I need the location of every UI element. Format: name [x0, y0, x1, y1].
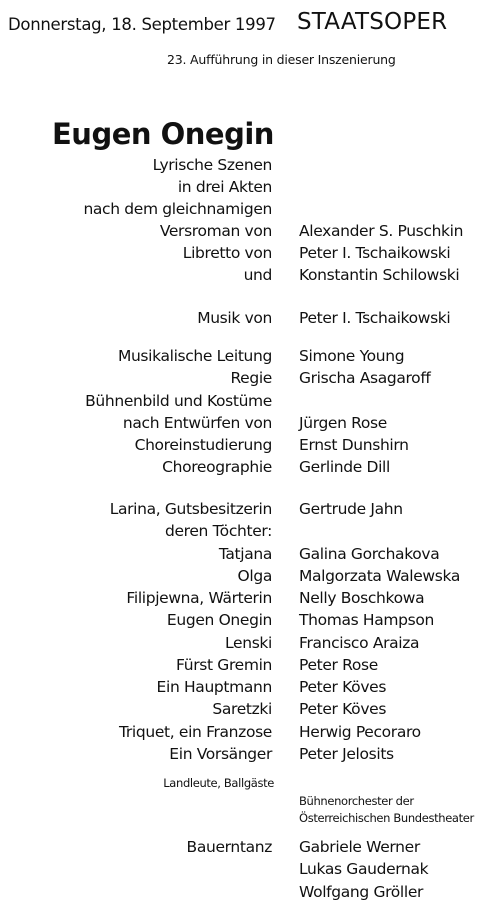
role-name: Tatjana — [218, 545, 272, 563]
credit-label: nach dem gleichnamigen — [83, 200, 272, 218]
cast-row — [0, 545, 500, 567]
credit-row — [0, 156, 500, 178]
work-title: Eugen Onegin — [52, 117, 274, 151]
credit-label: Versroman von — [159, 222, 272, 240]
cast-row — [0, 500, 500, 522]
credit-label: Musik von — [197, 309, 272, 327]
credit-row — [0, 347, 500, 369]
credit-row — [0, 436, 500, 458]
cast-row — [0, 611, 500, 633]
credit-label: Regie — [230, 369, 272, 387]
credit-label: Musikalische Leitung — [117, 347, 272, 365]
credit-value: Peter I. Tschaikowski — [299, 309, 451, 327]
dance-row — [0, 838, 500, 860]
performer-name: Malgorzata Walewska — [299, 567, 460, 585]
role-name: deren Töchter: — [165, 522, 272, 540]
credit-row — [0, 266, 500, 288]
role-name: Olga — [237, 567, 272, 585]
credit-row — [0, 309, 500, 331]
role-name: Lenski — [225, 634, 272, 652]
credit-row — [0, 244, 500, 266]
role-name: Larina, Gutsbesitzerin — [109, 500, 272, 518]
credit-value: Simone Young — [299, 347, 405, 365]
credit-value: Grischa Asagaroff — [299, 369, 431, 387]
performer-name: Galina Gorchakova — [299, 545, 440, 563]
cast-row — [0, 634, 500, 656]
performer-name: Peter Köves — [299, 678, 387, 696]
performer-name: Peter Köves — [299, 700, 387, 718]
dancer-name: Wolfgang Gröller — [299, 883, 424, 901]
credit-label: Choreographie — [162, 458, 272, 476]
role-name: Filipjewna, Wärterin — [126, 589, 272, 607]
performer-name: Thomas Hampson — [299, 611, 434, 629]
credit-label: Lyrische Szenen — [152, 156, 272, 174]
cast-row — [0, 678, 500, 700]
credit-label: in drei Akten — [177, 178, 272, 196]
credit-value: Peter I. Tschaikowski — [299, 244, 451, 262]
role-name: Ein Vorsänger — [169, 745, 272, 763]
performer-name: Peter Rose — [299, 656, 378, 674]
credit-row — [0, 369, 500, 391]
performer-name: Francisco Araiza — [299, 634, 420, 652]
cast-row — [0, 589, 500, 611]
role-name: Eugen Onegin — [166, 611, 272, 629]
performer-name: Nelly Boschkowa — [299, 589, 425, 607]
credit-row — [0, 178, 500, 200]
credit-row — [0, 458, 500, 480]
performance-date: Donnerstag, 18. September 1997 — [8, 15, 276, 34]
credit-label: Libretto von — [182, 244, 272, 262]
credit-row — [0, 200, 500, 222]
credit-row — [0, 414, 500, 436]
credit-label: nach Entwürfen von — [122, 414, 272, 432]
credit-value: Alexander S. Puschkin — [299, 222, 464, 240]
credit-value: Gerlinde Dill — [299, 458, 390, 476]
performer-name: Peter Jelosits — [299, 745, 394, 763]
cast-row — [0, 656, 500, 678]
credit-label: Choreinstudierung — [134, 436, 272, 454]
performer-name: Gertrude Jahn — [299, 500, 403, 518]
dancer-name: Lukas Gaudernak — [299, 860, 429, 878]
cast-row — [0, 745, 500, 767]
credit-value: Jürgen Rose — [299, 414, 387, 432]
credit-value: Ernst Dunshirn — [299, 436, 409, 454]
credit-row — [0, 222, 500, 244]
orchestra-name: Bühnenorchester der Österreichischen Bundestheater — [299, 794, 474, 825]
performance-count-note: 23. Aufführung in dieser Inszenierung — [167, 52, 396, 67]
chorus-label: Landleute, Ballgäste — [163, 776, 274, 790]
credit-label: Bühnenbild und Kostüme — [85, 392, 272, 410]
cast-row — [0, 567, 500, 589]
opera-house-name: STAATSOPER — [297, 9, 448, 35]
role-name: Ein Hauptmann — [156, 678, 272, 696]
dancer-name: Gabriele Werner — [299, 838, 420, 856]
role-name: Triquet, ein Franzose — [119, 723, 272, 741]
credit-value: Konstantin Schilowski — [299, 266, 460, 284]
role-name: Saretzki — [212, 700, 272, 718]
ensemble-row — [0, 776, 500, 832]
dance-row — [0, 883, 500, 905]
credit-label: und — [243, 266, 272, 284]
dance-label: Bauerntanz — [186, 838, 272, 856]
cast-row — [0, 700, 500, 722]
performer-name: Herwig Pecoraro — [299, 723, 421, 741]
credit-row — [0, 392, 500, 414]
cast-row — [0, 723, 500, 745]
role-name: Fürst Gremin — [176, 656, 272, 674]
dance-row — [0, 860, 500, 882]
cast-row — [0, 522, 500, 544]
